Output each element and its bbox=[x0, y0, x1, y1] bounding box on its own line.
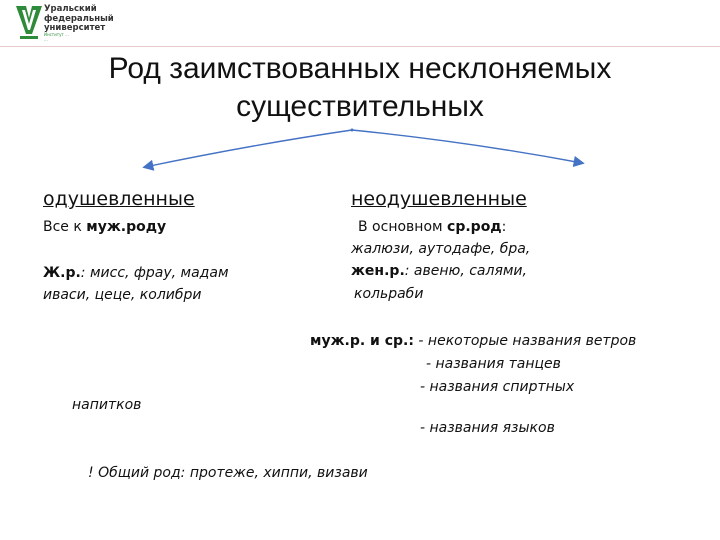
right-line-1-suffix: : bbox=[501, 219, 507, 235]
logo-subtitle-2: ... bbox=[44, 37, 48, 42]
mid-item-winds: - некоторые названия ветров bbox=[413, 333, 637, 349]
left-line-2 bbox=[43, 262, 229, 284]
heading-inanimate: неодушевленные bbox=[351, 188, 527, 210]
logo-subtitle-1: Институт ... bbox=[44, 32, 69, 37]
mid-item-dances: - названия танцев bbox=[426, 356, 561, 372]
right-line-3-bold: жен.р. bbox=[351, 263, 405, 279]
right-line-1-prefix: В основном bbox=[358, 219, 448, 235]
right-line-1-bold: ср.род bbox=[447, 219, 502, 235]
header-divider bbox=[0, 46, 720, 47]
mid-item-spirits: - названия спиртных bbox=[420, 379, 575, 395]
branch-arrows bbox=[0, 120, 720, 180]
mid-line-1 bbox=[310, 330, 636, 352]
slide-title: Род заимствованных несклоняемых существительных bbox=[108, 52, 612, 123]
heading-animate: одушевленные bbox=[43, 188, 195, 210]
left-line-3: иваси, цеце, колибри bbox=[43, 287, 202, 303]
logo-subtitle bbox=[44, 32, 69, 42]
arrow-right bbox=[352, 130, 582, 163]
mid-label: муж.р. и ср.: bbox=[310, 333, 414, 349]
right-line-3 bbox=[351, 260, 527, 282]
logo-text bbox=[44, 5, 114, 34]
logo-line-1: Уральский bbox=[44, 4, 97, 14]
arrow-left bbox=[145, 130, 352, 167]
mid-item-languages: - названия языков bbox=[420, 420, 555, 436]
logo-line-2: федеральный bbox=[44, 13, 114, 24]
right-line-4: кольраби bbox=[354, 286, 424, 302]
right-line-3-rest: : авеню, салями, bbox=[404, 263, 527, 279]
left-line-2-bold: Ж.р. bbox=[43, 265, 81, 281]
left-line-2-rest: : мисс, фрау, мадам bbox=[80, 265, 229, 281]
logo-line-3: университет bbox=[44, 23, 106, 33]
right-line-1 bbox=[358, 216, 506, 238]
university-logo-icon bbox=[14, 4, 44, 42]
left-line-1 bbox=[43, 216, 166, 238]
left-line-1-bold: муж.роду bbox=[86, 219, 167, 235]
common-gender-note: ! Общий род: протеже, хиппи, визави bbox=[88, 465, 368, 481]
left-line-1-prefix: Все к bbox=[43, 219, 87, 235]
right-line-2: жалюзи, аутодафе, бра, bbox=[351, 241, 531, 257]
mid-item-spirits-cont: напитков bbox=[72, 397, 142, 413]
